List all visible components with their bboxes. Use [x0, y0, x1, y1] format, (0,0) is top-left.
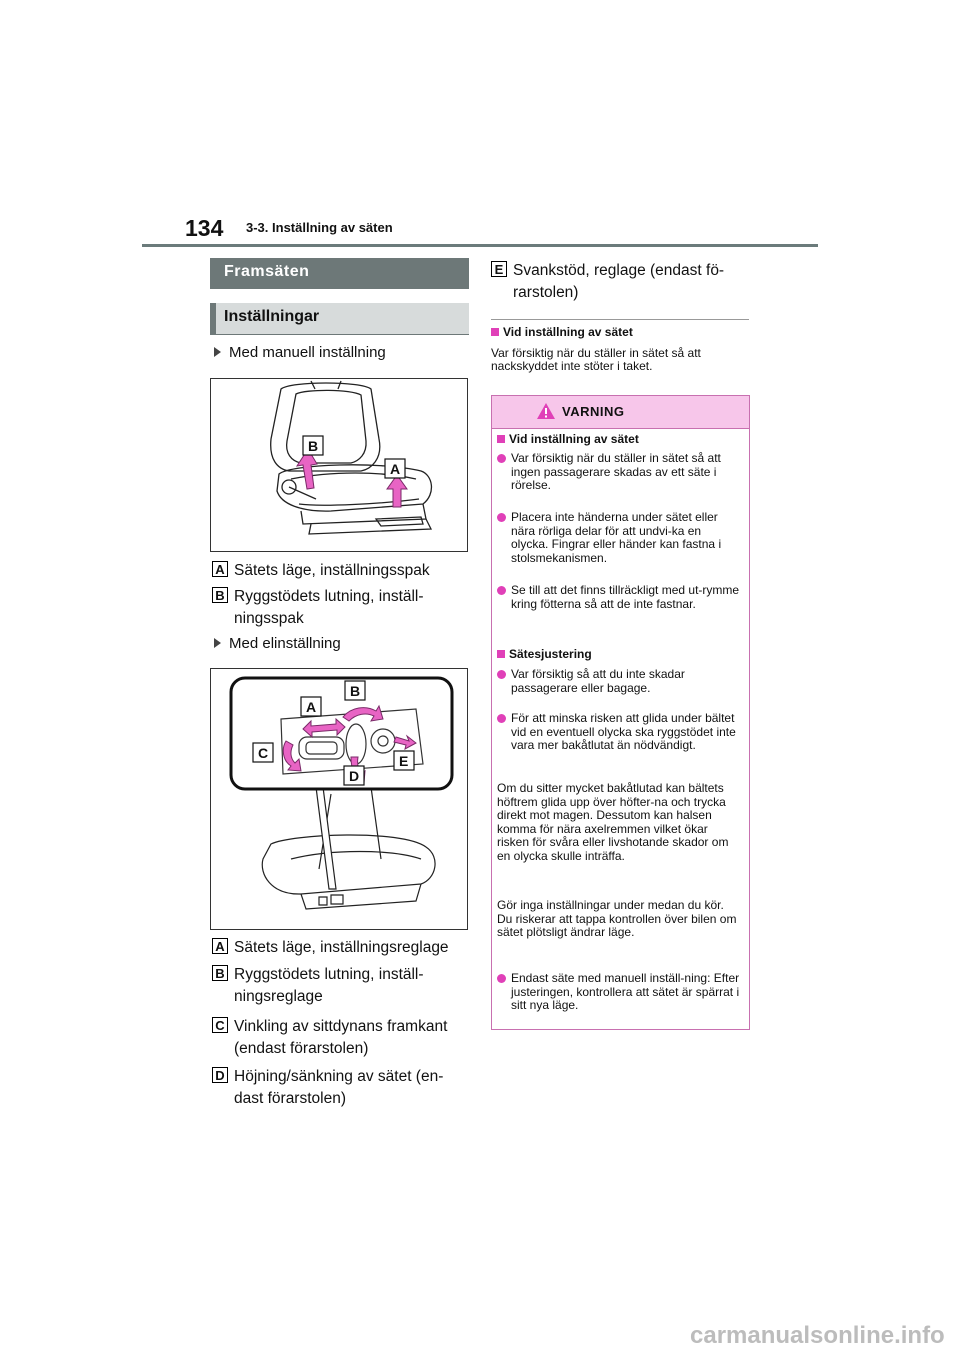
section-title-bar [210, 258, 469, 289]
dot-bullet-icon [497, 974, 506, 983]
power-fig-label-b: B [350, 683, 361, 699]
warning-section-heading-2: Sätesjustering [497, 647, 592, 661]
legend-text: Ryggstödets lutning, inställ-ningsreglage [234, 966, 424, 1005]
power-fig-label-a: A [306, 699, 317, 715]
watermark: carmanualsonline.info [690, 1322, 945, 1349]
header-rule [142, 244, 818, 247]
power-heading: Med elinställning [214, 635, 341, 652]
legend-key: E [491, 261, 507, 277]
legend-text: Sätets läge, inställningsreglage [234, 939, 449, 956]
triangle-bullet-icon [214, 638, 221, 648]
chapter-title: 3-3. Inställning av säten [246, 220, 393, 235]
dot-bullet-icon [497, 714, 506, 723]
legend-key: C [212, 1017, 228, 1033]
legend-text: Höjning/sänkning av sätet (en-dast förarstolen) [234, 1068, 444, 1107]
manual-seat-illustration [211, 379, 467, 551]
warning-header [492, 396, 749, 429]
warning-section-heading-1: Vid inställning av sätet [497, 432, 639, 446]
legend-text: Svankstöd, reglage (endast fö-rarstolen) [513, 262, 725, 301]
manual-seat-figure [210, 378, 468, 552]
subsection-title: Inställningar [224, 308, 320, 325]
triangle-bullet-icon [214, 347, 221, 357]
power-fig-label-d: D [349, 768, 360, 784]
square-bullet-icon [497, 650, 505, 658]
legend-key: A [212, 561, 228, 577]
legend-key: D [212, 1067, 228, 1083]
dot-bullet-icon [497, 454, 506, 463]
legend-key: B [212, 587, 228, 603]
subsection-title-bar [210, 303, 469, 334]
note-heading: Vid inställning av sätet [491, 325, 633, 339]
dot-bullet-icon [497, 670, 506, 679]
legend-text: Vinkling av sittdynans framkant (endast förarstolen) [234, 1018, 448, 1057]
power-fig-label-e: E [399, 753, 409, 769]
warning-title: VARNING [562, 404, 625, 419]
page-number: 134 [185, 215, 224, 241]
section-title: Framsäten [224, 263, 310, 280]
legend-key: A [212, 938, 228, 954]
warning-triangle-icon [536, 402, 556, 420]
warning-paragraph: Om du sitter mycket bakåtlutad kan bältets höftrem glida upp över höfter-na och trycka direkt mot magen. Dessutom kan halsen komma för nära axelremmen vilket ökar risken för svåra eller livshotande skador om en olycka skulle inträffa. [497, 781, 729, 863]
note-rule [491, 319, 749, 320]
dot-bullet-icon [497, 513, 506, 522]
legend-text: Ryggstödets lutning, inställ-ningsspak [234, 588, 424, 627]
manual-fig-label-b: B [308, 438, 319, 454]
warning-box: VARNING Vid inställning av sätet Var försiktig när du ställer in sätet så att ingen passagerare skadas av ett säte i rörelse. Placera inte händerna under sätet eller nära rörliga delar för att undvi-ka en olycka. Fingrar eller händer kan fastna i stolsmekanismen. Se till att det finns tillräckligt med ut-rymme kring fötterna så att de inte fastnar. Sätesjustering Var försiktig så att du inte skadar passagerare eller bagage. För att minska risken att glida under bältet vid en eventuell olycka ska ryggstödet inte vara mer bakåtlutat än nödvändigt. Om du sitter mycket bakåtlutad kan bältets höftrem glida upp över höfter-na och trycka direkt mot magen. Dessutom kan halsen komma för nära axelremmen vilket ökar risken för svåra eller livshotande skador om en olycka skulle inträffa. Gör inga inställningar under medan du kör. Du riskerar att tappa kontrollen över bilen om sätet plötsligt ändrar läge. Endast säte med manuell inställ-ning: Efter justeringen, kontrollera att sätet är spärrat i sitt nya läge. [491, 395, 750, 1030]
note-text: Var försiktig när du ställer in sätet så att nackskyddet inte stöter i taket. [491, 346, 701, 373]
power-fig-label-c: C [258, 745, 269, 761]
dot-bullet-icon [497, 586, 506, 595]
square-bullet-icon [497, 435, 505, 443]
legend-key: B [212, 965, 228, 981]
power-seat-figure [210, 668, 468, 930]
square-bullet-icon [491, 328, 499, 336]
subsection-rule [210, 334, 469, 335]
warning-paragraph: Gör inga inställningar under medan du kör. Du riskerar att tappa kontrollen över bilen om sätet plötsligt ändrar läge. [497, 898, 737, 939]
manual-heading: Med manuell inställning [214, 344, 386, 361]
legend-text: Sätets läge, inställningsspak [234, 562, 430, 579]
power-seat-illustration [211, 669, 467, 929]
manual-fig-label-a: A [390, 461, 401, 477]
